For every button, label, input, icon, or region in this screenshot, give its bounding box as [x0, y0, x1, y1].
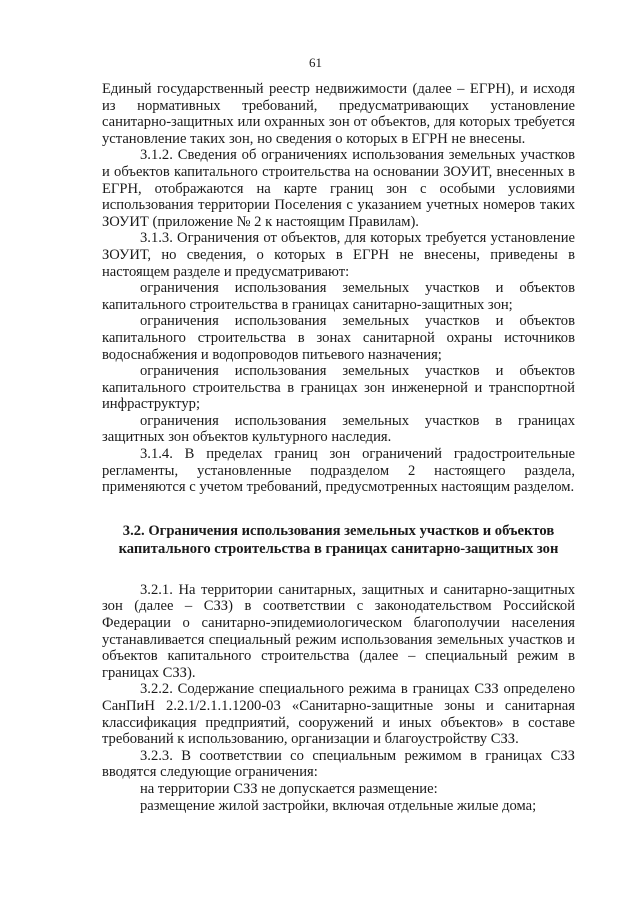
paragraph: 3.1.4. В пределах границ зон ограничений градостроительные регламенты, установленные подразделом 2 настоящего раздела, применяются с учетом требований, предусмотренных настоящим разделом.: [102, 446, 575, 496]
document-body: [102, 81, 575, 814]
section-heading: 3.2. Ограничения использования земельных участков и объектов капитального строительства в границах санитарно-защитных зон: [118, 522, 559, 557]
list-item: ограничения использования земельных участков в границах защитных зон объектов культурного наследия.: [102, 412, 575, 446]
paragraph: 3.2.3. В соответствии со специальным режимом в границах СЗЗ вводятся следующие ограничения:: [102, 747, 575, 781]
page-number: 61: [309, 55, 322, 70]
section-3-2-paragraphs: [102, 582, 575, 814]
paragraph: 3.2.2. Содержание специального режима в границах СЗЗ определено СанПиН 2.2.1/2.1.1.1200-03 «Санитарно-защитные зоны и санитарная классификация предприятий, сооружений и иных объектов» в составе требований к использованию, организации и благоустройству СЗЗ.: [102, 681, 575, 748]
list-item: размещение жилой застройки, включая отдельные жилые дома;: [140, 797, 537, 814]
list-item: ограничения использования земельных участков и объектов капитального строительства в зонах санитарной охраны источников водоснабжения и водопроводов питьевого назначения;: [102, 313, 575, 363]
paragraph: Единый государственный реестр недвижимости (далее – ЕГРН), и исходя из нормативных требований, предусматривающих установление санитарно-защитных или охранных зон от объектов, для которых требуется установление таких зон, но сведения о которых в ЕГРН не внесены.: [102, 81, 575, 147]
paragraph: 3.2.1. На территории санитарных, защитных и санитарно-защитных зон (далее – СЗЗ) в соответствии с законодательством Российской Федерации о санитарно-эпидемиологическом благополучии населения устанавливается специальный режим использования земельных участков и объектов капитального строительства (далее – специальный режим в границах СЗЗ).: [102, 581, 575, 681]
section-3-1-paragraphs: [102, 81, 575, 496]
list-item: ограничения использования земельных участков и объектов капитального строительства в границах зон инженерной и транспортной инфраструктур;: [102, 363, 575, 413]
paragraph: 3.1.2. Сведения об ограничениях использования земельных участков и объектов капитального строительства на основании ЗОУИТ, внесенных в ЕГРН, отображаются на карте границ зон с особыми условиями использования территории Поселения с указанием учетных номеров таких ЗОУИТ (приложение № 2 к настоящим Правилам).: [102, 147, 575, 230]
list-item: ограничения использования земельных участков и объектов капитального строительства в границах санитарно-защитных зон;: [102, 280, 575, 313]
list-item: на территории СЗЗ не допускается размещение:: [140, 780, 438, 797]
paragraph: 3.1.3. Ограничения от объектов, для которых требуется установление ЗОУИТ, но сведения, о которых в ЕГРН не внесены, приведены в настоящем разделе и предусматривают:: [102, 230, 575, 280]
